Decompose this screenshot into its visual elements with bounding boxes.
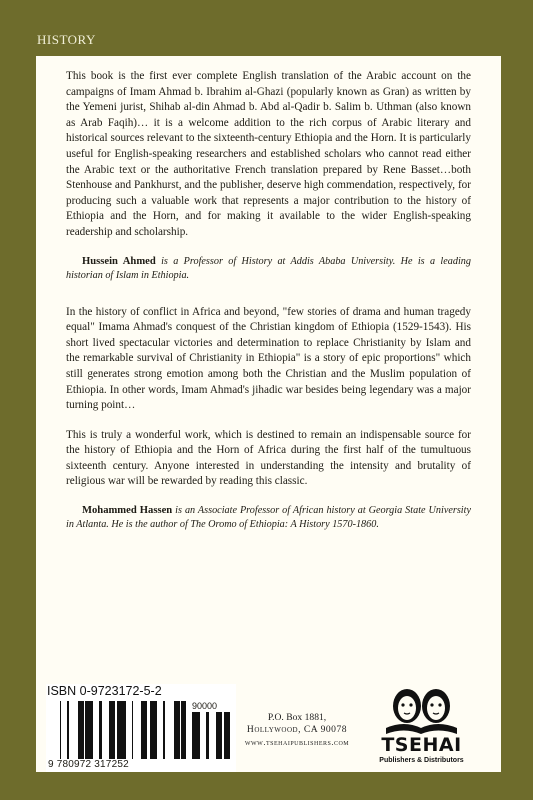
reviewer-bio: is an Associate Professor of African history at Georgia State University in Atlanta. He is the author of The Oromo of Ethiopia: A History 1570-1860. bbox=[66, 505, 471, 531]
publisher-logo-icon bbox=[374, 684, 469, 736]
reviewer-credit-1 bbox=[66, 255, 471, 283]
publisher-address bbox=[222, 712, 372, 749]
reviewer-credit-2 bbox=[66, 504, 471, 532]
reviewer-bio: is a Professor of History at Addis Ababa University. He is a leading historian of Islam in Ethiopia. bbox=[66, 255, 471, 281]
price-code: 90000 bbox=[192, 701, 218, 711]
address-line: P.O. Box 1881, bbox=[267, 712, 327, 723]
address-line: Hollywood, CA 90078 bbox=[246, 724, 348, 736]
cover-footer bbox=[36, 678, 501, 772]
back-cover-panel bbox=[36, 56, 501, 772]
reviewer-name: Mohammed Hassen bbox=[82, 505, 173, 517]
blurb-paragraph-3: This is truly a wonderful work, which is destined to remain an indispensable source for the history of Ethiopia and the Horn of Africa during the first half of the tumultuous sixteenth century. Anyone interested in understanding the intensity and brutality of religious war will be rewarded by reading this classic. bbox=[66, 428, 471, 488]
blurb-paragraph-2: In the history of conflict in Africa and beyond, "few stories of drama and human tragedy equal" Imama Ahmad's conquest of the Christian kingdom of Ethiopia (1529-1543). His short lived spectacular victories and determination to replace Christianity by Islam and the remarkable survival of Christianity in Ethiopia" is a story of epic proportions" which still generates strong emotion among both the Christian and the Muslim population of Ethiopia. In other words, Imam Ahmad's jihadic war besides being legendary was a major turning point… bbox=[66, 305, 471, 412]
blurb-paragraph-1: This book is the first ever complete English translation of the Arabic account on the campaigns of Imam Ahmad b. Ibrahim al-Ghazi (popularly known as Gran) as written by the Yemeni jurist, Shihab al-din Ahmad b. Abd al-Qadir b. Salim b. Uthman (also known as Arab Faqih)… it is a welcome addition to the rich corpus of Arabic literary and historical sources relevant to the sixteenth-century Ethiopia and the Horn. It is particularly useful for English-speaking researchers and established scholars who cannot read either the Arabic text or the authoritative French translation prepared by Rene Basset…both Stenhouse and Pankhurst, and the publisher, deserve high commendation, respectively, for producing such a valuable work that represents a major contribution to the history of Ethiopia and the Horn, and for making it available to the wider English-speaking readership and scholarship. bbox=[66, 70, 471, 238]
barcode-bars bbox=[60, 701, 188, 759]
isbn-text: ISBN 0-9723172-5-2 bbox=[47, 684, 162, 698]
logo-tagline: Publishers & Distributors bbox=[379, 757, 464, 764]
website-link: www.tsehaipublishers.com bbox=[244, 737, 350, 748]
reviewer-name: Hussein Ahmed bbox=[82, 255, 156, 267]
category-label: HISTORY bbox=[37, 32, 96, 47]
publisher-logo bbox=[374, 684, 469, 770]
logo-wordmark: TSEHAI bbox=[381, 734, 462, 756]
barcode bbox=[46, 684, 236, 772]
barcode-number: 9 780972 317252 bbox=[48, 759, 129, 770]
